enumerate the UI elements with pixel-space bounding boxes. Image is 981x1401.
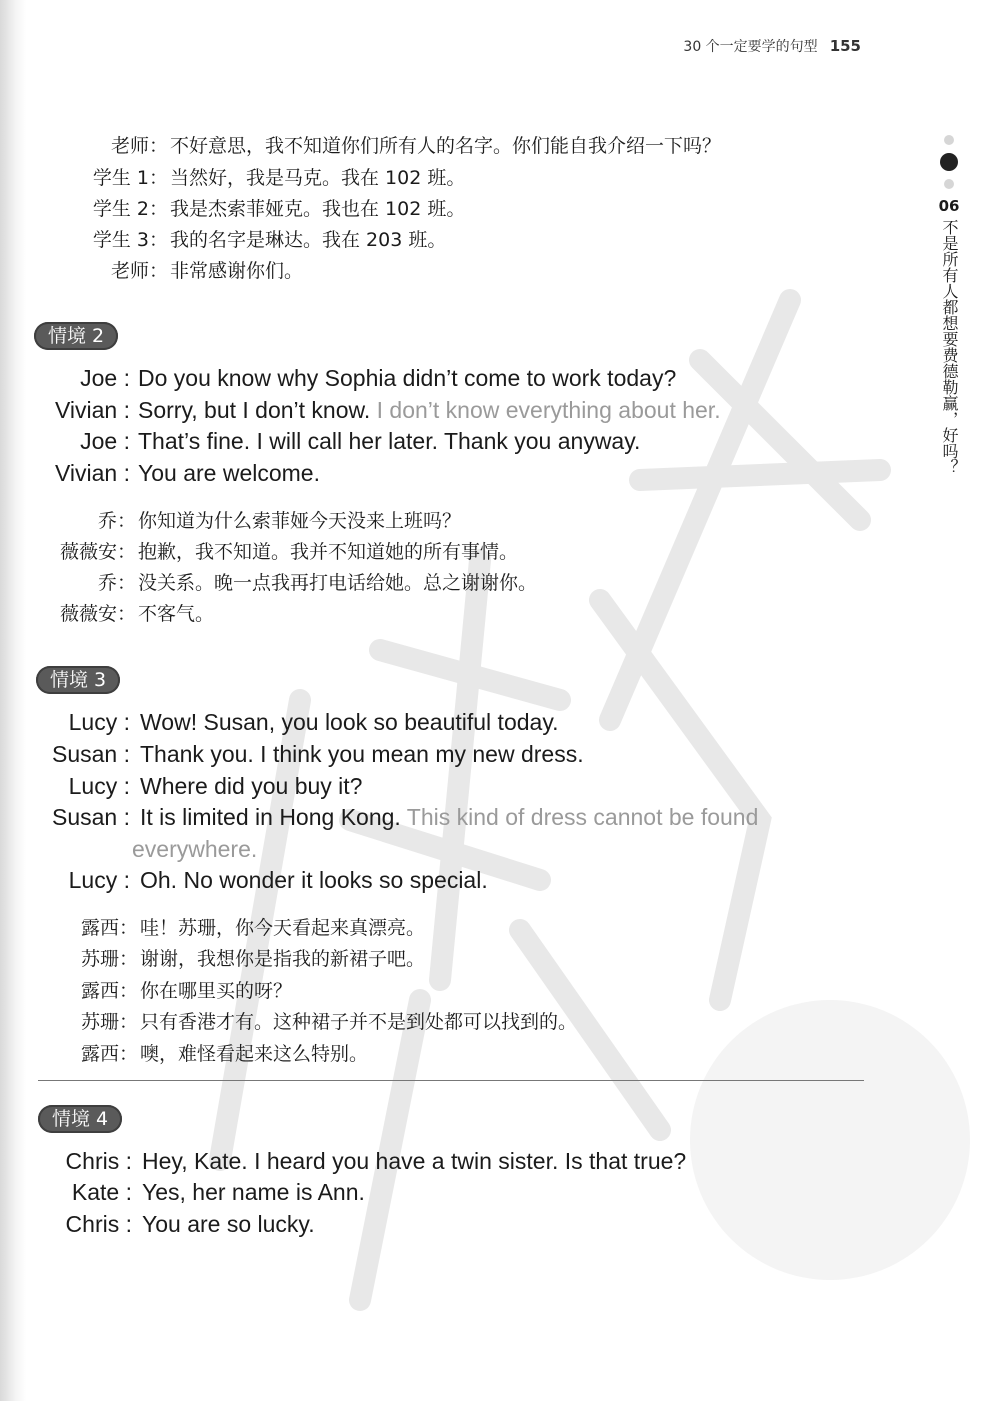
line-text: 没关系。晚一点我再打电话给她。总之谢谢你。	[138, 572, 538, 594]
running-header	[683, 36, 861, 56]
line-text: Wow! Susan, you look so beautiful today.	[140, 709, 559, 735]
line-text: 你知道为什么索菲娅今天没来上班吗？	[138, 510, 462, 532]
line-text: Where did you buy it?	[140, 773, 363, 799]
line-text: 我的名字是琳达。我在 203 班。	[170, 229, 447, 251]
speaker: 露西：	[80, 1043, 138, 1065]
line-text: 不客气。	[138, 603, 215, 625]
speaker: 薇薇安：	[59, 603, 136, 625]
line-text-gray: everywhere.	[132, 836, 258, 862]
speaker: 露西：	[80, 980, 138, 1002]
line-text: Yes, her name is Ann.	[142, 1179, 365, 1205]
speaker: Joe :	[80, 365, 130, 391]
speaker: 学生 3：	[92, 229, 168, 251]
line-text: 非常感谢你们。	[170, 260, 304, 282]
line-text: 噢，难怪看起来这么特别。	[140, 1043, 369, 1065]
dot-marker-light	[944, 179, 954, 189]
speaker: 乔：	[97, 510, 136, 532]
speaker: Vivian :	[54, 397, 130, 423]
speaker: Chris :	[65, 1211, 132, 1237]
speaker: 苏珊：	[80, 948, 138, 970]
scenario-badge: 情境 4	[38, 1105, 122, 1133]
line-text: 我是杰索菲娅克。我也在 102 班。	[170, 198, 466, 220]
speaker: Susan :	[52, 741, 130, 767]
line-text: Do you know why Sophia didn’t come to work today?	[138, 365, 677, 391]
line-text: You are so lucky.	[142, 1211, 315, 1237]
dot-marker-dark	[940, 153, 958, 171]
speaker: Kate :	[71, 1179, 132, 1205]
speaker: 乔：	[97, 572, 136, 594]
speaker: Lucy :	[68, 773, 130, 799]
line-text: 当然好，我是马克。我在 102 班。	[170, 167, 466, 189]
line-text: 谢谢，我想你是指我的新裙子吧。	[140, 948, 426, 970]
header-title: 30 个一定要学的句型	[683, 39, 818, 55]
line-text: 你在哪里买的呀？	[140, 980, 293, 1002]
speaker: 露西：	[80, 917, 138, 939]
line-text: Oh. No wonder it looks so special.	[140, 867, 488, 893]
speaker: Joe :	[80, 428, 130, 454]
line-text: Thank you. I think you mean my new dress.	[140, 741, 584, 767]
scenario-badge: 情境 2	[34, 322, 118, 350]
line-text: That’s fine. I will call her later. Thank you anyway.	[138, 428, 641, 454]
line-text: 抱歉，我不知道。我并不知道她的所有事情。	[138, 541, 519, 563]
speaker: 老师：	[110, 135, 168, 157]
speaker: 学生 1：	[92, 167, 168, 189]
page-number: 155	[829, 37, 861, 55]
speaker: Susan :	[52, 804, 130, 830]
line-text-gray: This kind of dress cannot be found	[406, 804, 759, 830]
speaker: Chris :	[65, 1148, 132, 1174]
line-text: Sorry, but I don’t know.	[138, 397, 377, 423]
line-text: You are welcome.	[138, 460, 320, 486]
line-text-gray: I don’t know everything about her.	[376, 397, 721, 423]
chapter-title: 不是所有人都想要费德勒赢，好吗？	[940, 219, 959, 475]
line-text: It is limited in Hong Kong.	[140, 804, 407, 830]
speaker: 薇薇安：	[59, 541, 136, 563]
speaker: 学生 2：	[92, 198, 168, 220]
speaker: 老师：	[110, 260, 168, 282]
speaker: 苏珊：	[80, 1011, 138, 1033]
line-text: 只有香港才有。这种裙子并不是到处都可以找到的。	[140, 1011, 578, 1033]
scenario-badge: 情境 3	[36, 666, 120, 694]
speaker: Lucy :	[68, 867, 130, 893]
line-text: 不好意思，我不知道你们所有人的名字。你们能自我介绍一下吗？	[170, 135, 722, 157]
section-divider	[38, 1080, 864, 1081]
line-text: Hey, Kate. I heard you have a twin sister. Is that true?	[142, 1148, 687, 1174]
chapter-number: 06	[938, 197, 960, 215]
line-text: 哇！苏珊，你今天看起来真漂亮。	[140, 917, 426, 939]
dot-marker-light	[944, 135, 954, 145]
chapter-side-tab	[938, 135, 960, 475]
speaker: Vivian :	[54, 460, 130, 486]
speaker: Lucy :	[68, 709, 130, 735]
